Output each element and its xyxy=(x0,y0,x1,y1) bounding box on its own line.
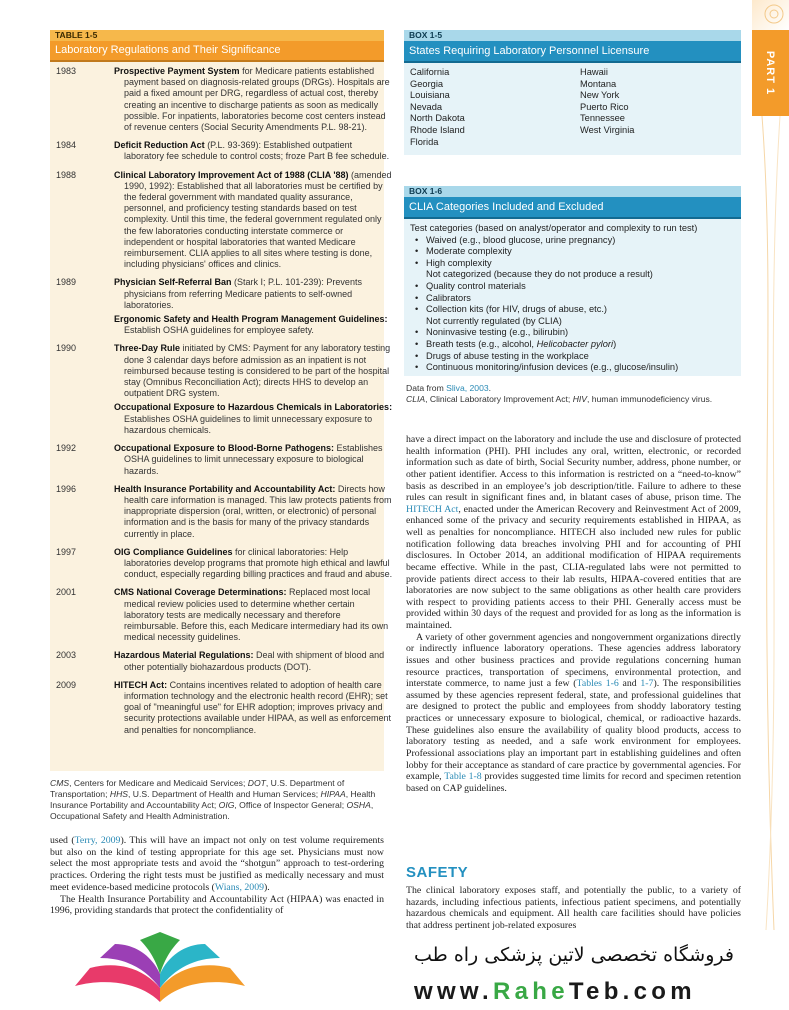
sidebar-decoration xyxy=(752,116,789,930)
row-text: (P.L. 93-369): Established outpatient laboratory fee schedule to control costs; froze Part B fee schedule. xyxy=(124,140,390,162)
row-name: Deficit Reduction Act xyxy=(114,140,205,151)
box-label: BOX 1-6 xyxy=(404,186,741,197)
row-description xyxy=(114,443,394,477)
row-text: Directs how health care information is managed. This law protects patients from inappropriate dispersion (oral, written, or electronic) of personal information and is the basis for many of the privacy standards currently in place. xyxy=(124,483,392,539)
list-item: • High complexity xyxy=(410,258,735,270)
list-item: • Moderate complexity xyxy=(410,246,735,258)
table-row xyxy=(50,169,392,271)
state-item: Louisiana xyxy=(410,90,450,101)
list-item: • Noninvasive testing (e.g., bilirubin) xyxy=(410,327,735,339)
row-description xyxy=(114,680,394,736)
row-description xyxy=(114,547,394,581)
row-text: for Medicare patients established payment based on diagnosis-related groups (DRGs). Hospitals are paid a fixed amount per DRG, regardless of actual cost, thereby creating an incentive to discharge patients as soon as medically possible. For inpatients, laboratories become cost centers instead of revenue centers (Social Security Amendments P.L. 98-21). xyxy=(124,66,390,133)
paragraph: A variety of other government agencies and nongovernment organizations directly or indirectly influence laboratory operations. These agencies address laboratory issues and other business practices and provide regulations concerning human resource practices, transportation of specimens, environmental protection, and interstate commerce, to name just a few (Tables 1-6 and 1-7). The responsibilities assumed by these agencies represent federal, state, and professional guidelines that are designed to protect the public and employees from shoddy laboratory testing practices or unnecessary exposure to biological, chemical, or radioactive hazards. These guidelines also ensure the availability of quality blood products, access to laboratory testing as needed, and a safe work environment for employees. Professional associations play an important part in establishing guidelines and often lobby for their acceptance as standard of care practice by governmental agencies. For example, Table 1-8 provides suggested time limits for record and specimen retention based on CAP guidelines. xyxy=(406,631,741,794)
safety-body-text xyxy=(406,885,741,930)
table-row xyxy=(50,140,390,162)
row-year: 1983 xyxy=(56,66,77,76)
table-row xyxy=(50,314,388,336)
row-year: 2003 xyxy=(56,650,77,661)
row-name: Hazardous Material Regulations: xyxy=(114,650,254,661)
row-name: Clinical Laboratory Improvement Act of 1988 (CLIA '88) xyxy=(114,169,349,180)
citation-link[interactable]: Sliva, 2003 xyxy=(446,383,489,393)
row-name: Occupational Exposure to Blood-Borne Pathogens: xyxy=(114,443,335,454)
row-year: 1988 xyxy=(56,169,77,180)
states-column-1 xyxy=(410,67,465,148)
row-year: 1997 xyxy=(56,546,77,557)
part-label: PART 1 xyxy=(764,50,776,96)
box-body xyxy=(410,223,735,374)
row-text: (amended 1990, 1992): Established that all laboratories must be certified by the federal government with mandated quality assurance, personnel, and proficiency testing standards based on test complexity. Until this time, the federal government regulated only the few laboratories conducting interstate commerce or independent or hospital laboratories that wanted Medicare reimbursement. CLIA applies to all sites where testing is done, including physicians' offices and clinics. xyxy=(124,169,392,270)
table-row xyxy=(50,650,384,672)
row-year: 1984 xyxy=(56,140,77,151)
row-description xyxy=(114,484,394,540)
table-row xyxy=(50,679,391,736)
section-heading: SAFETY xyxy=(406,864,469,881)
row-text: Establish OSHA guidelines for employee safety. xyxy=(124,325,314,336)
row-description xyxy=(114,402,394,436)
row-text: Replaced most local medical review policies used to determine whether certain laboratory tests are medically necessary and therefore reimbursable. Before this, each Medicare intermediary had its own medical necessity guidelines. xyxy=(124,587,389,643)
row-description xyxy=(114,66,394,133)
watermark-shop-name: فروشگاه تخصصی لاتین پزشکی راه طب xyxy=(414,944,734,966)
citation-link[interactable]: Terry, 2009 xyxy=(74,835,121,846)
book-logo-icon xyxy=(60,930,260,1010)
paragraph: The Health Insurance Portability and Accountability Act (HIPAA) was enacted in 1996, providing standards that protect the confidentiality of xyxy=(50,893,384,917)
row-year: 1989 xyxy=(56,277,77,288)
box-title: States Requiring Laboratory Personnel Licensure xyxy=(404,41,741,61)
table-row xyxy=(50,66,390,133)
table-row xyxy=(50,483,392,540)
right-body-text xyxy=(406,434,741,794)
table-row xyxy=(50,546,393,581)
source-note: Data from Sliva, 2003. xyxy=(406,383,492,393)
row-year xyxy=(50,314,114,336)
list-subheading: Not currently regulated (by CLIA) xyxy=(426,315,562,326)
table-title: Laboratory Regulations and Their Significance xyxy=(50,41,384,60)
row-text: Establishes OSHA guidelines to limit unnecessary exposure to hazardous chemicals. xyxy=(124,413,373,435)
table-row xyxy=(50,587,389,643)
citation-link[interactable]: Wians, 2009 xyxy=(214,881,264,893)
list-item: • Calibrators xyxy=(410,293,735,305)
row-text: Establishes OSHA guidelines to limit unnecessary exposure to biological hazards. xyxy=(124,443,383,476)
paragraph: have a direct impact on the laboratory and include the use and disclosure of protected health information (PHI). PHI includes any oral, written, electronic, or recorded information such as date of birth, Social Security number, address, phone number, or other patient identifier. Access to this information is restricted on a “need-to-know” basis as described in an employee’s job description/title. Failure to adhere to these rules can result in significant fines and, in blatant cases of abuse, prison time. The HITECH Act, enacted under the American Recovery and Reinvestment Act of 2009, enhanced some of the privacy and security requirements established in HIPAA, as well as penalties for noncompliance. HITECH also included new rules for public notification following data breaches involving PHI and for accounting of PHI disclosures. In October 2014, an additional modification of HIPAA requirements became effective. While in the past, CLIA-regulated labs were not permitted to provide patients direct access to their lab results, HIPAA-covered entities that are laboratories are now subject to the same obligations as other health care providers with respect to providing patients access to their PHI. Generally access must be provided within 30 days of the request and provided for as long as the information is maintained. xyxy=(406,434,741,631)
state-item: New York xyxy=(580,90,620,101)
paragraph: used (Terry, 2009). This will have an impact not only on test volume requirements but also on the kind of testing appropriate for this age set. Physicians must now select the most appropriate tests and avoid the “shotgun” approach to test-ordering practices. Ordering the right tests must be justified as medically necessary and must meet evidence-based medicine protocols (Wians, 2009). xyxy=(50,835,384,893)
abbreviations: CLIA, Clinical Laboratory Improvement Act; HIV, human immunodeficiency virus. xyxy=(406,394,713,404)
list-item: • Drugs of abuse testing in the workplace xyxy=(410,351,735,363)
corner-decoration xyxy=(752,0,789,30)
state-item: North Dakota xyxy=(410,113,465,124)
table-footnote: CMS, Centers for Medicare and Medicaid Services; DOT, U.S. Department of Transportation; HHS, U.S. Department of Health and Human Services; HIPAA, Health Insurance Portability and Accountability Act; OIG, Office of Inspector General; OSHA, Occupational Safety and Health Administration. xyxy=(50,778,376,821)
table-row xyxy=(50,402,393,436)
states-column-2 xyxy=(580,67,634,137)
row-name: Three-Day Rule xyxy=(114,343,181,354)
row-name: HITECH Act: xyxy=(114,679,168,690)
list-item: • Waived (e.g., blood glucose, urine pregnancy) xyxy=(410,235,735,247)
table-divider xyxy=(50,60,384,62)
row-description xyxy=(114,140,394,162)
row-name: Occupational Exposure to Hazardous Chemicals in Laboratories: xyxy=(114,402,393,413)
part-tab xyxy=(752,30,789,116)
list-item: • Breath tests (e.g., alcohol, Helicobacter pylori) xyxy=(410,339,735,351)
state-item: Nevada xyxy=(410,101,443,112)
box-1-6 xyxy=(404,186,741,376)
list-subheading: Not categorized (because they do not produce a result) xyxy=(426,269,653,280)
row-text: (Stark I; P.L. 101-239): Prevents physicians from referring Medicare patients to self-owned laboratories. xyxy=(124,277,362,310)
box-1-5 xyxy=(404,30,741,155)
row-text: initiated by CMS: Payment for any laboratory testing done 3 calendar days before admission as an inpatient is not reimbursed because testing is considered to be part of the hospital stay (Omnibus Reconciliation Act); directs HHS to develop an outpatient DRG system. xyxy=(124,343,391,399)
row-description xyxy=(114,314,394,336)
row-name: CMS National Coverage Determinations: xyxy=(114,587,287,598)
box-divider xyxy=(404,61,741,63)
row-name: Health Insurance Portability and Accountability Act: xyxy=(114,483,336,494)
state-item: Puerto Rico xyxy=(580,101,629,112)
table-label: TABLE 1-5 xyxy=(50,30,384,41)
table-link[interactable]: 1-7 xyxy=(640,678,654,690)
row-text: Deal with shipment of blood and other potentially biohazardous products (DOT). xyxy=(124,650,385,672)
box-title: CLIA Categories Included and Excluded xyxy=(404,197,741,217)
row-name: Ergonomic Safety and Health Program Management Guidelines: xyxy=(114,314,388,325)
state-item: Rhode Island xyxy=(410,124,465,135)
table-1-5 xyxy=(50,30,393,771)
state-item: West Virginia xyxy=(580,124,635,135)
list-item: • Quality control materials xyxy=(410,281,735,293)
row-text: for clinical laboratories: Help laboratories develop programs that promote high ethical and lawful conduct, especially regarding billing practices and fraud and abuse. xyxy=(124,546,393,580)
state-item: Montana xyxy=(580,78,617,89)
table-link[interactable]: Tables 1-6 xyxy=(576,678,619,690)
row-description xyxy=(114,650,394,672)
row-description xyxy=(114,277,394,311)
row-name: Physician Self-Referral Ban xyxy=(114,277,232,288)
watermark-url: www.RaheTeb.com xyxy=(414,978,696,1005)
state-item: Hawaii xyxy=(580,67,608,77)
row-name: Prospective Payment System xyxy=(114,66,240,76)
row-name: OIG Compliance Guidelines xyxy=(114,546,233,557)
paragraph: The clinical laboratory exposes staff, and potentially the public, to a variety of hazards, including infectious patients, infectious patient specimens, and potentially hazardous chemicals and equipment. All health care facilities should have policies that address pertinent job-related exposures xyxy=(406,885,741,930)
table-row xyxy=(50,277,384,311)
table-link[interactable]: Table 1-8 xyxy=(444,771,482,783)
box-label: BOX 1-5 xyxy=(404,30,741,41)
box-footnote xyxy=(406,383,741,405)
row-description xyxy=(114,343,394,399)
state-item: Florida xyxy=(410,136,439,147)
state-item: California xyxy=(410,67,450,77)
row-description xyxy=(114,587,394,643)
list-item: • Continuous monitoring/infusion devices (e.g., glucose/insulin) xyxy=(410,362,735,374)
box-intro: Test categories (based on analyst/operator and complexity to run test) xyxy=(410,223,698,233)
row-year: 2009 xyxy=(56,679,77,690)
row-year xyxy=(50,402,114,436)
left-body-text xyxy=(50,835,384,930)
citation-link[interactable]: HITECH Act xyxy=(406,503,459,515)
state-item: Tennessee xyxy=(580,113,625,124)
table-body xyxy=(50,66,393,743)
row-year: 1992 xyxy=(56,443,77,454)
list-item: • Collection kits (for HIV, drugs of abuse, etc.) xyxy=(410,304,735,316)
row-year: 1990 xyxy=(56,343,77,354)
row-year: 1996 xyxy=(56,483,77,494)
row-text: Contains incentives related to adoption of health care information technology and the electronic health record (EHR); set goal of "meaningful use" for EHR adoption; improves privacy and security protections available under HIPAA, as well as enforcement and penalties for noncompliance. xyxy=(124,679,391,735)
table-row xyxy=(50,343,391,399)
table-row xyxy=(50,443,384,477)
row-year: 2001 xyxy=(56,587,77,598)
state-item: Georgia xyxy=(410,78,444,89)
row-description xyxy=(114,170,394,271)
box-divider xyxy=(404,217,741,219)
